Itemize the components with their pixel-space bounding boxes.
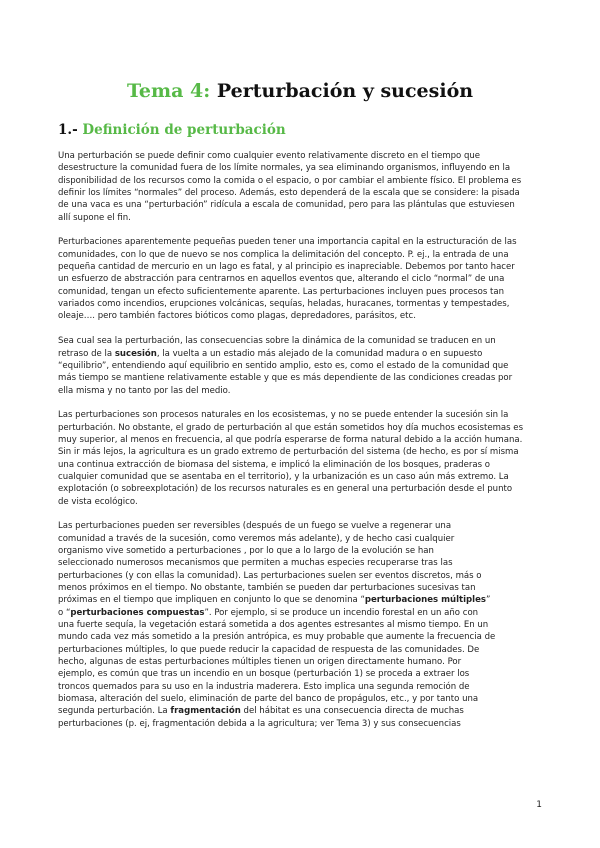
text-line: allí supone el fin.	[58, 212, 131, 223]
text-line: organismo vive sometido a perturbaciones , por lo que a lo largo de la evolución se han	[58, 546, 434, 556]
text-segment: segunda perturbación. La	[58, 706, 171, 717]
text-line: Una perturbación se puede definir como cualquier evento relativamente discreto en el tiempo que	[58, 151, 481, 161]
section-heading	[58, 122, 286, 138]
text-line: un esfuerzo de abstracción para centrarnos en aquellos eventos que, alterando el ciclo “normal” de una	[58, 274, 505, 285]
text-line: de una vaca es una “perturbación” ridícula a escala de comunidad, pero para las plántulas que estuviesen	[58, 200, 515, 211]
text-line: Las perturbaciones pueden ser reversibles (después de un fuego se vuelve a regenerar una	[58, 521, 452, 532]
text-line: ejemplo, es común que tras un incendio en un bosque (perturbación 1) se proceda a extraer los	[58, 669, 470, 680]
paragraph-gap	[58, 323, 542, 335]
text-line: una fuerte sequía, la vegetación estará sometida a dos agentes estresantes al mismo tiempo. En un	[58, 620, 489, 631]
text-segment: retraso de la	[58, 348, 115, 359]
text-line: oleaje…. pero también factores bióticos como plagas, depredadores, parásitos, etc.	[58, 311, 416, 322]
text-line: seleccionado numerosos mecanismos que permiten a muchas especies recuperarse tras las	[58, 558, 453, 569]
paragraph	[58, 335, 542, 397]
section-title: Definición de perturbación	[77, 122, 286, 138]
text-line: variados como incendios, erupciones volcánicas, sequías, heladas, huracanes, tormentas y tempestades,	[58, 299, 510, 310]
text-line: disponibilidad de los recursos como la comida o el espacio, o por cambiar el ambiente físico. El problema es	[58, 175, 522, 186]
text-line	[58, 607, 542, 619]
paragraph-gap	[58, 508, 542, 520]
text-line	[58, 594, 542, 606]
text-line: “equilibrio”, entendiendo aquí equilibrio en sentido amplio, esto es, como el estado de la comunidad que	[58, 360, 509, 371]
text-line: troncos quemados para su uso en la industria maderera. Esto implica una segunda remoción de	[58, 681, 470, 692]
text-line: ella misma y no tanto por las del medio.	[58, 385, 231, 396]
text-segment: o “	[58, 607, 71, 618]
text-line: perturbaciones (p. ej, fragmentación debida a la agricultura; ver Tema 3) y sus consecuencias	[58, 718, 461, 729]
text-line	[58, 705, 542, 717]
text-line: explotación (o sobreexplotación) de los recursos naturales es en general una perturbación desde el punto	[58, 484, 513, 495]
text-line: cualquier comunidad que se asentaba en el territorio), y la urbanización es un caso aún más extremo. La	[58, 471, 509, 482]
text-line: comunidad a través de la sucesión, como veremos más adelante), y de hecho casi cualquier	[58, 533, 455, 544]
text-line: comunidades, con lo que de nuevo se nos complica la delimitación del concepto. P. ej., la entrada de una	[58, 249, 509, 260]
bold-term: perturbaciones compuestas	[70, 607, 205, 618]
text-line: muy superior, al menos en frecuencia, al que podría esperarse de forma natural debido a la acción humana.	[58, 434, 523, 445]
text-line: perturbaciones múltiples, lo que puede reducir la capacidad de respuesta de las comunidades. De	[58, 644, 480, 655]
paragraph-gap	[58, 224, 542, 236]
text-segment: del hábitat es una consecuencia directa de muchas	[240, 706, 464, 717]
title-text: Perturbación y sucesión	[210, 80, 474, 102]
text-line: hecho, algunas de estas perturbaciones múltiples tienen un origen directamente humano. Por	[58, 657, 462, 668]
paragraph	[58, 150, 542, 224]
paragraph	[58, 520, 542, 730]
text-line: perturbaciones (y con ellas la comunidad). Las perturbaciones suelen ser eventos discretos, más o	[58, 570, 482, 581]
text-line: biomasa, alteración del suelo, eliminación de parte del banco de propágulos, etc., y por tanto una	[58, 694, 479, 705]
text-line: más tiempo se mantiene relativamente estable y que es más dependiente de las condiciones creadas por	[58, 373, 513, 384]
paragraph	[58, 236, 542, 322]
text-line	[58, 348, 542, 360]
bold-term: sucesión	[114, 348, 157, 359]
text-line: menos próximos en el tiempo. No obstante, también se pueden dar perturbaciones sucesivas tan	[58, 583, 476, 594]
text-line: Perturbaciones aparentemente pequeñas pueden tener una importancia capital en la estructuración de las	[58, 237, 517, 248]
bold-term: perturbaciones múltiples	[364, 595, 486, 606]
paragraph-gap	[58, 397, 542, 409]
text-line: perturbación. No obstante, el grado de perturbación al que están sometidos hoy día muchos ecosistemas es	[58, 422, 524, 433]
text-line: Sin ir más lejos, la agricultura es un grado extremo de perturbación del sistema (de hecho, es por sí misma	[58, 447, 519, 458]
text-segment: , la vuelta a un estadio más alejado de la comunidad madura o en supuesto	[156, 348, 483, 359]
text-line: desestructure la comunidad fuera de los límite normales, ya sea eliminando organismos, influyendo en la	[58, 163, 511, 174]
text-line: una continua extracción de biomasa del sistema, e implicó la eliminación de los bosques, praderas o	[58, 459, 491, 470]
page-title	[0, 80, 600, 102]
document-body	[58, 150, 542, 730]
text-segment: próximas en el tiempo que impliquen en conjunto lo que se denomina “	[58, 595, 365, 606]
text-line: definir los límites “normales” del proceso. Además, esto dependerá de la escala que se considere: la pisada	[58, 188, 520, 199]
text-line: pequeña cantidad de mercurio en un lago es fatal, y al principio es inapreciable. Debemos por tanto hacer	[58, 262, 515, 273]
paragraph	[58, 409, 542, 508]
text-line: comunidad, tengan un efecto suficientemente aparente. Las perturbaciones incluyen pues procesos tan	[58, 286, 505, 297]
bold-term: fragmentación	[170, 706, 241, 717]
page-number: 1	[536, 800, 542, 810]
text-line: mundo cada vez más sometido a la presión antrópica, es muy probable que aumente la frecuencia de	[58, 632, 496, 643]
text-segment: ”	[485, 595, 491, 606]
text-line: de vista ecológico.	[58, 496, 138, 507]
section-number: 1.-	[58, 122, 78, 138]
text-segment: ”. Por ejemplo, si se produce un incendio forestal en un año con	[204, 607, 479, 618]
text-line: Las perturbaciones son procesos naturales en los ecosistemas, y no se puede entender la sucesión sin la	[58, 410, 509, 421]
text-line: Sea cual sea la perturbación, las consecuencias sobre la dinámica de la comunidad se traducen en un	[58, 336, 496, 347]
title-number: Tema 4:	[126, 80, 211, 102]
